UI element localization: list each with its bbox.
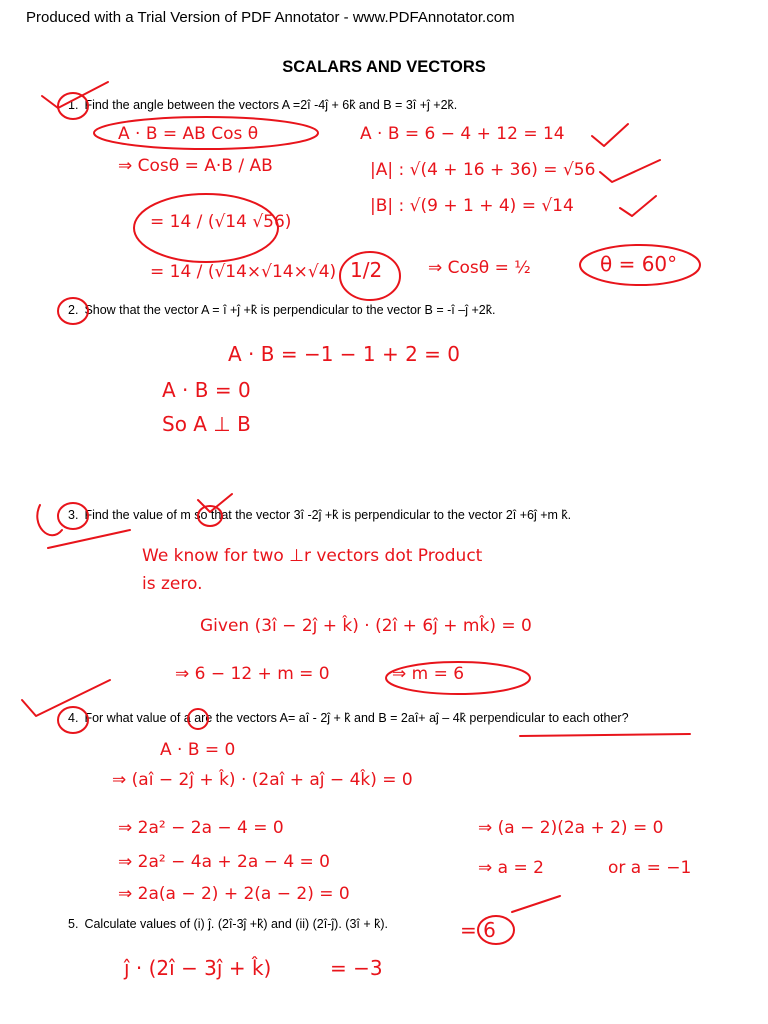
question-3-text: Find the value of m so that the vector 3î -2ĵ +k̂ is perpendicular to the vector 2î +6ĵ +m k̂. [84,508,572,522]
q4-expansion: ⇒ (aî − 2ĵ + k̂) · (2aî + aĵ − 4k̂) = 0 [112,770,413,790]
question-4-text: For what value of a are the vectors A= aî - 2ĵ + k̂ and B = 2aî+ aĵ – 4k̂ perpendicular to each other? [84,711,629,725]
q1-dot-product-definition: A · B = AB Cos θ [118,124,259,144]
question-4 [68,711,629,725]
q3-statement: We know for two ⊥r vectors dot Product [142,546,483,566]
q5-working: ĵ · (2î − 3ĵ + k̂) [124,956,272,980]
q2-dot-product: A · B = −1 − 1 + 2 = 0 [228,342,461,366]
q3-equation: ⇒ 6 − 12 + m = 0 [175,664,330,684]
q4-underline [520,734,690,736]
q2-conclusion: So A ⊥ B [162,412,251,436]
question-3 [68,508,571,522]
q1-magnitude-a: |A| : √(4 + 16 + 36) = √56 [370,160,596,180]
q4-condition: A · B = 0 [160,740,236,760]
q1-cos-formula: ⇒ Cosθ = A·B / AB [118,156,273,176]
question-5 [68,917,388,931]
q4-quadratic: ⇒ 2a² − 2a − 4 = 0 [118,818,284,838]
q5-tick-icon [512,896,560,912]
q4-split: ⇒ 2a² − 4a + 2a − 4 = 0 [118,852,331,872]
q1-tick-2-icon [600,160,660,182]
q1-dot-product-value: A · B = 6 − 4 + 12 = 14 [360,124,565,144]
q1-simplification: = 14 / (√14×√14×√4) [150,262,337,282]
question-1 [68,98,457,112]
question-2-text: Show that the vector A = î +ĵ +k̂ is perpendicular to the vector B = -î –ĵ +2k̂. [84,303,496,317]
q1-tick-1-icon [592,124,628,146]
page-title: SCALARS AND VECTORS [282,58,486,76]
q3-bracket-mark [37,505,62,535]
q1-substitution: = 14 / (√14 √56) [150,212,292,232]
question-1-text: Find the angle between the vectors A =2î -4ĵ + 6k̂ and B = 3î +ĵ +2k̂. [84,98,458,112]
q4-factor: ⇒ 2a(a − 2) + 2(a − 2) = 0 [118,884,350,904]
question-2-number: 2. [68,303,79,317]
q3-statement-end: is zero. [142,574,203,594]
q4-root-2: or a = −1 [608,858,692,878]
q3-given: Given (3î − 2ĵ + k̂) · (2î + 6ĵ + mk̂) = 0 [200,616,532,636]
q4-factored: ⇒ (a − 2)(2a + 2) = 0 [478,818,664,838]
q1-tick-3-icon [620,196,656,216]
q3-underline [48,530,130,548]
question-2 [68,303,495,317]
q1-half: 1/2 [350,258,383,282]
question-5-number: 5. [68,917,79,931]
q1-cos-result: ⇒ Cosθ = ½ [428,258,531,278]
q5-result: = −3 [330,956,383,980]
question-5-text: Calculate values of (i) ĵ. (2î-3ĵ +k̂) and (ii) (2î-ĵ). (3î + k̂). [84,917,388,931]
trial-banner: Produced with a Trial Version of PDF Annotator - www.PDFAnnotator.com [26,9,515,26]
question-4-number: 4. [68,711,79,725]
q2-zero: A · B = 0 [162,378,251,402]
q1-angle-answer: θ = 60° [600,252,678,276]
q5-answer-6: = 6 [460,918,496,942]
question-1-number: 1. [68,98,79,112]
q1-magnitude-b: |B| : √(9 + 1 + 4) = √14 [370,196,574,216]
question-3-number: 3. [68,508,79,522]
q3-answer: ⇒ m = 6 [392,664,465,684]
q4-root-1: ⇒ a = 2 [478,858,544,878]
